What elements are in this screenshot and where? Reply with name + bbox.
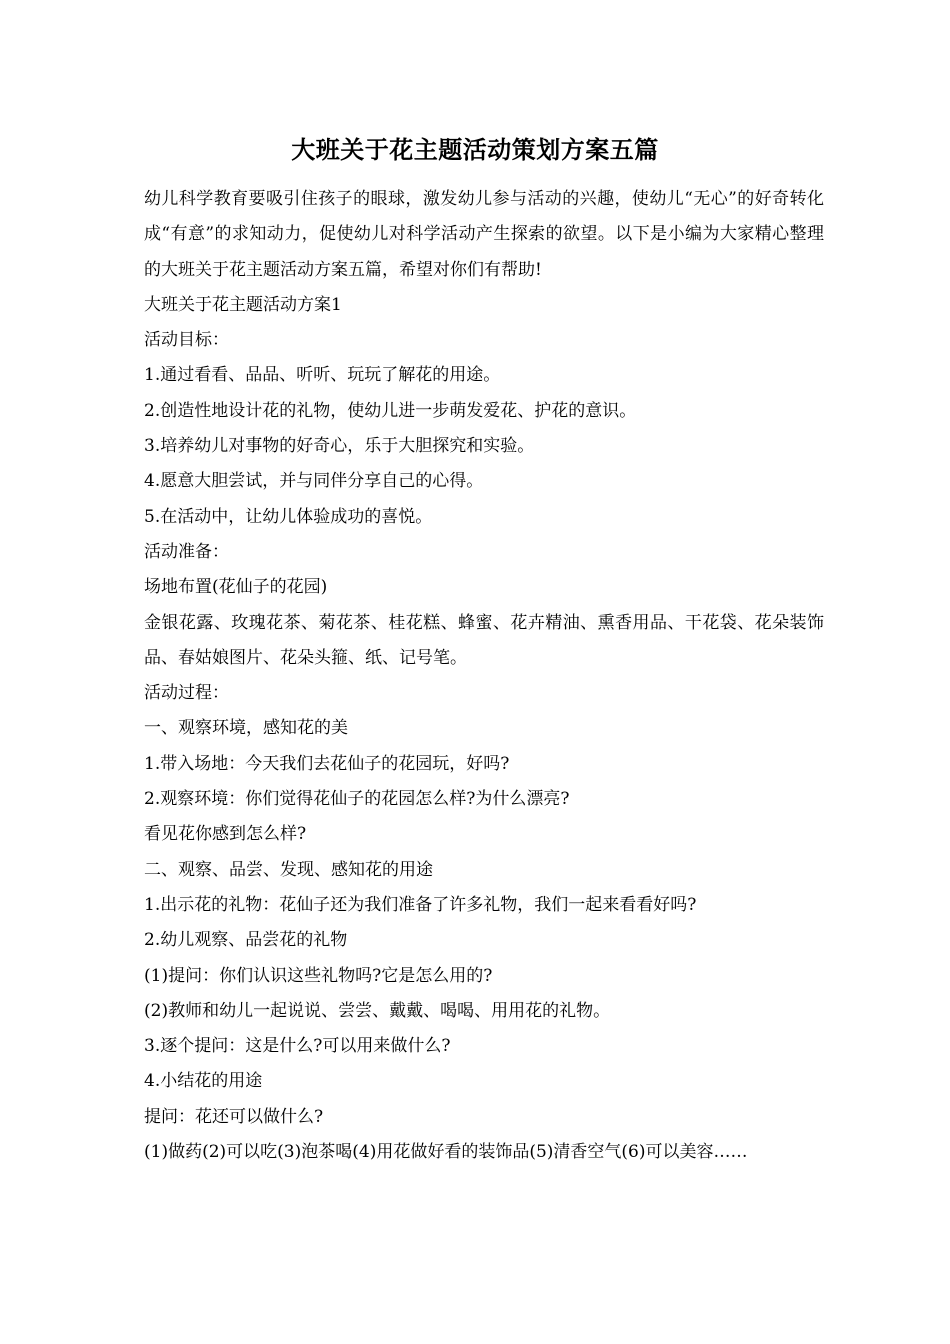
paragraph: 场地布置(花仙子的花园) xyxy=(144,577,328,598)
subheading-process: 活动过程： xyxy=(144,683,229,704)
materials-paragraph: 金银花露、玫瑰花茶、菊花茶、桂花糕、蜂蜜、花卉精油、熏香用品、干花袋、花朵装饰品、春姑娘图片、花朵头箍、纸、记号笔。 xyxy=(144,612,824,668)
list-item: 3.培养幼儿对事物的好奇心，乐于大胆探究和实验。 xyxy=(144,436,535,457)
list-item: (1)提问：你们认识这些礼物吗?它是怎么用的? xyxy=(144,965,493,986)
list-item: (1)做药(2)可以吃(3)泡茶喝(4)用花做好看的装饰品(5)清香空气(6)可以美容…… xyxy=(144,1142,748,1163)
document-title: 大班关于花主题活动策划方案五篇 xyxy=(291,135,659,164)
subheading-preparation: 活动准备： xyxy=(144,541,229,562)
list-item: 1.带入场地：今天我们去花仙子的花园玩，好吗? xyxy=(144,753,510,774)
document-body xyxy=(144,182,824,1170)
paragraph: 看见花你感到怎么样? xyxy=(144,824,307,845)
subheading-goals: 活动目标： xyxy=(144,330,229,351)
intro-paragraph: 幼儿科学教育要吸引住孩子的眼球，激发幼儿参与活动的兴趣，使幼儿“无心”的好奇转化成“有意”的求知动力，促使幼儿对科学活动产生探索的欲望。以下是小编为大家精心整理的大班关于花主题活动方案五篇，希望对你们有帮助! xyxy=(144,189,824,280)
list-item: 2.创造性地设计花的礼物，使幼儿进一步萌发爱花、护花的意识。 xyxy=(144,400,637,421)
list-item: 4.小结花的用途 xyxy=(144,1071,263,1092)
list-item: 2.观察环境：你们觉得花仙子的花园怎么样?为什么漂亮? xyxy=(144,789,570,810)
paragraph: 提问：花还可以做什么? xyxy=(144,1106,324,1127)
list-item: 1.出示花的礼物：花仙子还为我们准备了许多礼物，我们一起来看看好吗? xyxy=(144,894,697,915)
list-item: 4.愿意大胆尝试，并与同伴分享自己的心得。 xyxy=(144,471,484,492)
list-item: 5.在活动中，让幼儿体验成功的喜悦。 xyxy=(144,506,433,527)
section-heading: 大班关于花主题活动方案1 xyxy=(144,294,342,315)
list-item: 2.幼儿观察、品尝花的礼物 xyxy=(144,930,348,951)
step-heading: 二、观察、品尝、发现、感知花的用途 xyxy=(144,859,433,880)
list-item: 3.逐个提问：这是什么?可以用来做什么? xyxy=(144,1036,451,1057)
list-item: 1.通过看看、品品、听听、玩玩了解花的用途。 xyxy=(144,365,501,386)
list-item: (2)教师和幼儿一起说说、尝尝、戴戴、喝喝、用用花的礼物。 xyxy=(144,1000,611,1021)
step-heading: 一、观察环境，感知花的美 xyxy=(144,718,348,739)
